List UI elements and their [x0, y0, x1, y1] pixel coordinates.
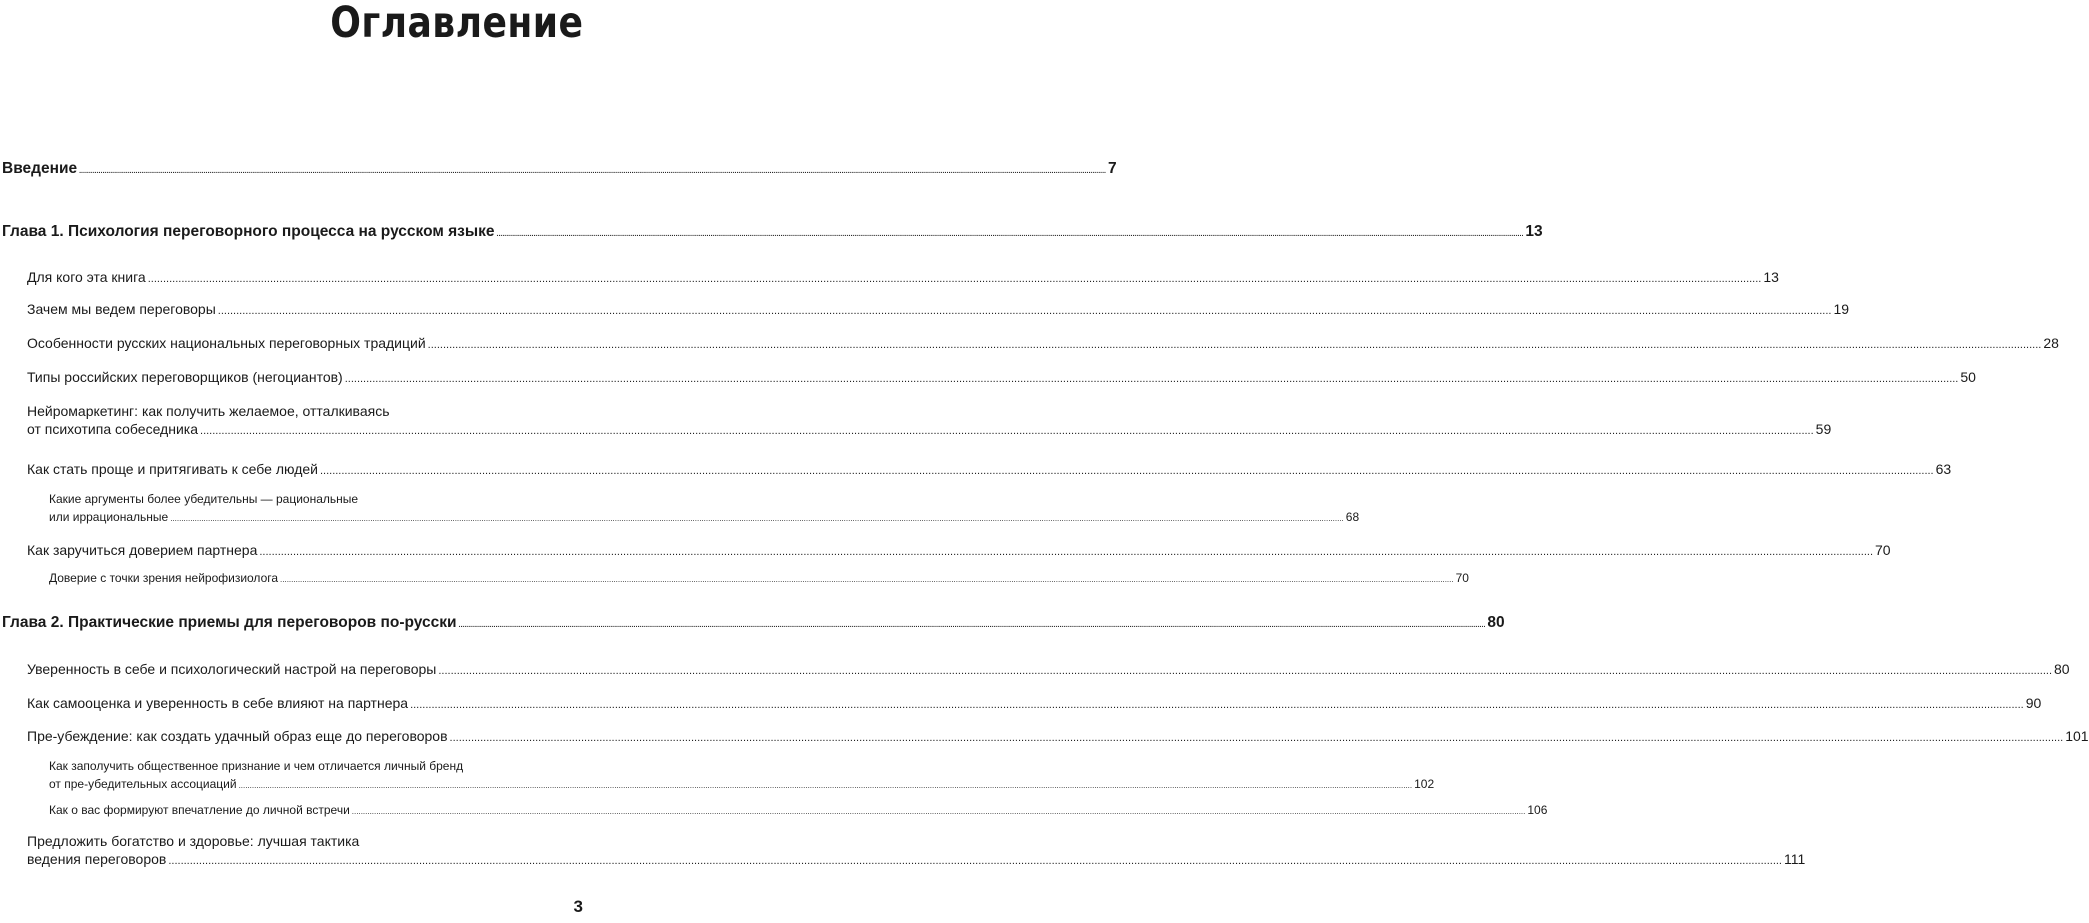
toc-entry-subsection[interactable]	[49, 801, 1548, 821]
toc-entry-page: 28	[2043, 335, 2059, 351]
dot-leader: ................................................................................................................................................................................................................................................................................................................................................................................................................................................................................................................................................	[344, 373, 1959, 385]
dot-leader: ................................................................................................................................................................................................................................................................................................................................................................................................................................................................................................................................................	[238, 781, 1413, 790]
dot-leader: ................................................................................................................................................................................................................................................................................................................................................................................................................................................................................................................................................	[170, 514, 1344, 523]
toc-entry-section[interactable]	[27, 368, 1976, 388]
dot-leader: ................................................................................................................................................................................................................................................................................................................................................................................................................................................................................................................................................	[79, 168, 1106, 175]
page-number: 3	[573, 897, 583, 916]
toc-entry-page: 68	[1345, 510, 1360, 524]
toc-entry-chapter-2[interactable]	[2, 614, 1505, 632]
toc-entry-title: от психотипа собеседника	[27, 421, 199, 437]
toc-entry-title: или иррациональные	[49, 510, 169, 524]
toc-entry-title: Как заручиться доверием партнера	[27, 542, 258, 558]
toc-entry-subsection[interactable]	[49, 569, 1469, 589]
toc-entry-section[interactable]	[27, 300, 1850, 320]
toc-entry-section[interactable]	[27, 460, 1952, 480]
toc-entry-page: 102	[1414, 777, 1435, 791]
dot-leader: ................................................................................................................................................................................................................................................................................................................................................................................................................................................................................................................................................	[496, 231, 1524, 238]
toc-entry-section[interactable]	[27, 727, 2089, 747]
toc-entry-title: Особенности русских национальных переговорных традиций	[27, 335, 426, 351]
dot-leader: ................................................................................................................................................................................................................................................................................................................................................................................................................................................................................................................................................	[319, 465, 1934, 477]
toc-entry-subsection[interactable]	[49, 490, 1360, 528]
dot-leader: ................................................................................................................................................................................................................................................................................................................................................................................................................................................................................................................................................	[351, 807, 1526, 816]
toc-entry-title: Доверие с точки зрения нейрофизиолога	[49, 571, 279, 585]
toc-entry-intro[interactable]	[2, 160, 1117, 178]
toc-entry-title: Типы российских переговорщиков (негоциантов)	[27, 369, 343, 385]
toc-entry-title: Зачем мы ведем переговоры	[27, 301, 216, 317]
toc-entry-page: 70	[1455, 571, 1469, 585]
dot-leader: ................................................................................................................................................................................................................................................................................................................................................................................................................................................................................................................................................	[259, 546, 1874, 558]
toc-entry-page: 70	[1875, 542, 1891, 558]
toc-entry-section[interactable]	[27, 660, 2070, 680]
toc-entry-section[interactable]	[27, 694, 2042, 714]
dot-leader: ................................................................................................................................................................................................................................................................................................................................................................................................................................................................................................................................................	[458, 622, 1486, 629]
dot-leader: ................................................................................................................................................................................................................................................................................................................................................................................................................................................................................................................................................	[449, 732, 2064, 744]
toc-entry-section[interactable]	[27, 402, 1832, 440]
toc-entry-page: 80	[2054, 661, 2070, 677]
dot-leader: ................................................................................................................................................................................................................................................................................................................................................................................................................................................................................................................................................	[217, 305, 1832, 317]
toc-entry-page: 90	[2025, 695, 2042, 711]
dot-leader: ................................................................................................................................................................................................................................................................................................................................................................................................................................................................................................................................................	[438, 665, 2053, 677]
toc-entry-page: 19	[1833, 301, 1850, 317]
dot-leader: ................................................................................................................................................................................................................................................................................................................................................................................................................................................................................................................................................	[427, 339, 2042, 351]
dot-leader: ................................................................................................................................................................................................................................................................................................................................................................................................................................................................................................................................................	[280, 575, 1454, 584]
toc-entry-title: Как о вас формируют впечатление до личной встречи	[49, 803, 350, 817]
toc-entry-title: Для кого эта книга	[27, 269, 146, 285]
toc-entry-page: 80	[1487, 614, 1505, 631]
toc-entry-title: Как стать проще и притягивать к себе людей	[27, 461, 318, 477]
dot-leader: ................................................................................................................................................................................................................................................................................................................................................................................................................................................................................................................................................	[147, 273, 1762, 285]
toc-entry-page: 7	[1107, 160, 1117, 177]
toc-entry-page: 106	[1527, 803, 1548, 817]
toc-entry-title: Глава 1. Психология переговорного процесса на русском языке	[2, 223, 495, 240]
toc-entry-section[interactable]	[27, 832, 1806, 870]
toc-entry-title: Уверенность в себе и психологический настрой на переговоры	[27, 661, 437, 677]
toc-entry-title-line1: Какие аргументы более убедительны — рациональные	[49, 492, 359, 506]
toc-entry-page: 111	[1784, 851, 1806, 867]
toc-entry-page: 63	[1935, 461, 1952, 477]
dot-leader: ................................................................................................................................................................................................................................................................................................................................................................................................................................................................................................................................................	[410, 699, 2024, 711]
toc-entry-title: от пре-убедительных ассоциаций	[49, 777, 237, 791]
toc-entry-page: 50	[1960, 369, 1976, 385]
toc-entry-title-line1: Предложить богатство и здоровье: лучшая тактика	[27, 833, 360, 849]
dot-leader: ................................................................................................................................................................................................................................................................................................................................................................................................................................................................................................................................................	[200, 425, 1814, 437]
toc-entry-page: 101	[2065, 728, 2089, 744]
toc-entry-title: Введение	[2, 160, 78, 177]
toc-entry-title-line1: Нейромаркетинг: как получить желаемое, отталкиваясь	[27, 403, 390, 419]
toc-entry-subsection[interactable]	[49, 757, 1435, 795]
page-title: Оглавление	[329, 0, 583, 48]
toc-entry-section[interactable]	[27, 541, 1891, 561]
toc-entry-title: Глава 2. Практические приемы для переговоров по-русски	[2, 614, 457, 631]
toc-entry-title: Как самооценка и уверенность в себе влияют на партнера	[27, 695, 409, 711]
dot-leader: ................................................................................................................................................................................................................................................................................................................................................................................................................................................................................................................................................	[168, 855, 1782, 867]
toc-entry-chapter-1[interactable]	[2, 223, 1543, 241]
toc-entry-title-line1: Как заполучить общественное признание и чем отличается личный бренд	[49, 759, 464, 773]
toc-entry-section[interactable]	[27, 268, 1779, 288]
toc-entry-section[interactable]	[27, 334, 2059, 354]
toc-entry-page: 13	[1525, 223, 1543, 240]
toc-entry-page: 59	[1815, 421, 1832, 437]
toc-entry-title: ведения переговоров	[27, 851, 167, 867]
toc-entry-page: 13	[1763, 269, 1779, 285]
toc-entry-title: Пре-убеждение: как создать удачный образ еще до переговоров	[27, 728, 448, 744]
